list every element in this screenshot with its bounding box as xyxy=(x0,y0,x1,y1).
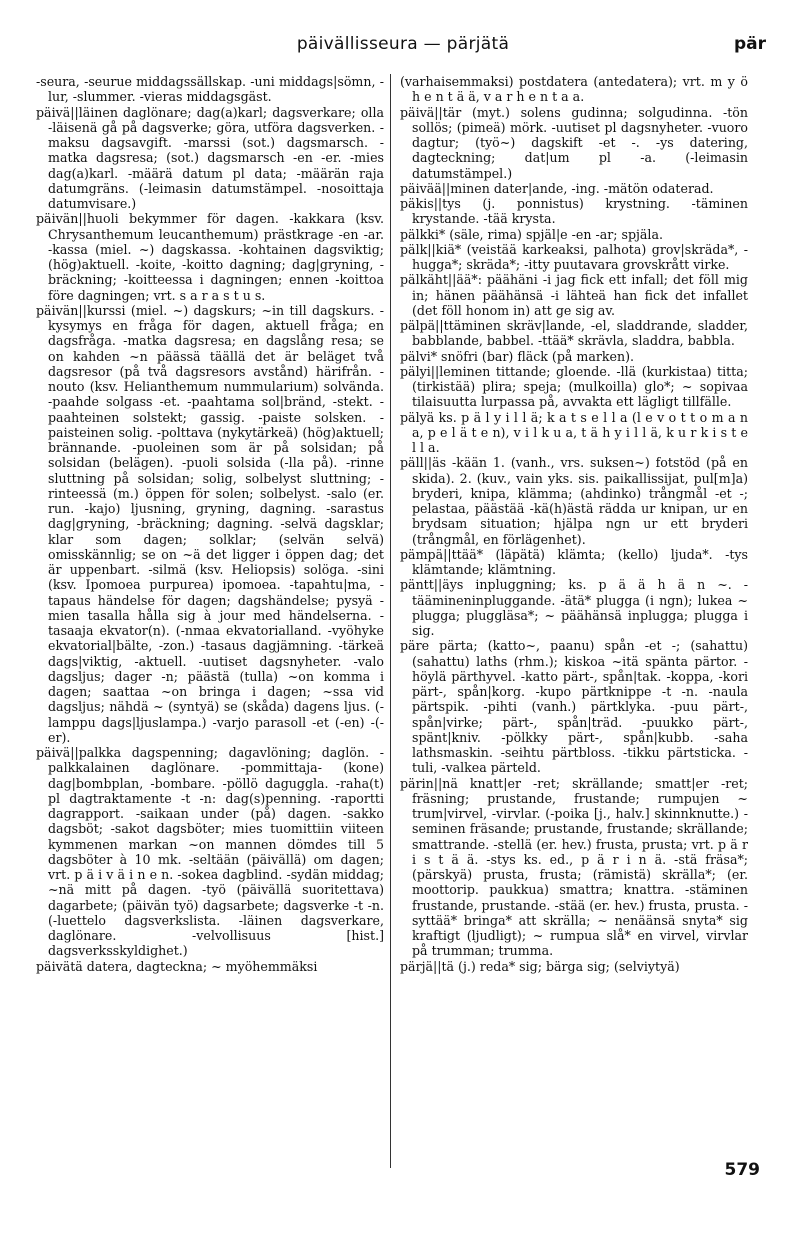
dictionary-entry: päll||äs -kään 1. (vanh., vrs. suksen~) fotstöd (på en skida). 2. (kuv., vain yks. sis. paikallissijat, pul[m]a) bryderi, knipa, klämma; (ahdinko) trångmål -et -; pelastaa, päästää -kä(h)ästä rädda ur knipan, ur en brydsam situation; hjälpa ngn ur ett bryderi (trångmål, en förlägenhet). xyxy=(400,455,748,547)
right-column xyxy=(400,74,748,1184)
dictionary-entry: pälk||kiä* (veistää karkeaksi, palhota) grov|skräda*, -hugga*; skräda*; -itty puutavara grovskrått virke. xyxy=(400,241,748,272)
dictionary-entry: päivätä datera, dagteckna; ~ myöhemmäksi xyxy=(36,958,318,974)
dictionary-entry: päre pärta; (katto~, paanu) spån -et -; (sahattu) (sahattu) laths (rhm.); kiskoa ~itä spänta pärtor. -höylä pärthyvel. -katto pärt-, spån|tak. -koppa, -kori pärt-, spån|korg. -kupo pärtknippe -t -n. -naula pärtspik. -pihti (vanh.) pärtklyka. -puu pärt-, spån|virke; pärt-, spån|träd. -puukko pärt-, spänt|kniv. -pölkky pärt-, spån|kubb. -saha lathsmaskin. -seihtu pärtbloss. -tikku pärtsticka. -tuli, -valkea pärteld. xyxy=(400,638,748,776)
dictionary-entry: päivän||huoli bekymmer för dagen. -kakkara (ksv. Chrysanthemum leucanthemum) prästkrage -en -ar. -kassa (miel. ~) dagskassa. -kohtainen dagsviktig; (hög)aktuell. -koite, -koitto dagning; dag|gryning, -bräckning; -koitteessa i dagningen; ennen -koittoa före dagningen; vrt. s a r a s t u s. xyxy=(36,211,384,303)
dictionary-entry: pälkäht||ää*: päähäni -i jag fick ett infall; det föll mig in; hänen päähänsä -i lähteä han fick det infallet (det föll honom in) att ge sig av. xyxy=(400,272,748,318)
page-header xyxy=(40,34,766,60)
guide-words: päivällisseura — pärjätä xyxy=(296,34,510,54)
dictionary-entry: päivä||palkka dagspenning; dagavlöning; daglön. -palkkalainen daglönare. -pommittaja- (kone) dag|bombplan, -bombare. -pöllö daguggla. -raha(t) pl dagtraktamente -t -n: dag(s)penning. -raportti dagrapport. -saikaan under (på) dagen. -sakko dagsböt; -sakot dagsböter; mies tuomittiin viiteen kymmenen markan ~on mannen dömdes till 5 dagsböter à 10 mk. -seltään (päivällä) om dagen; vrt. p ä i v ä i n e n. -sokea dagblind. -sydän middag; ~nä mitt på dagen. -työ (päivällä suoritettava) dagarbete; (päivän työ) dagsarbete; dagsverke -t -n. (-luettelo dagsverkslista. -läinen dagsverkare, daglönare. -velvollisuus [hist.] dagsverksskyldighet.) xyxy=(36,745,384,959)
dictionary-entry: päivä||läinen daglönare; dag(a)karl; dagsverkare; olla -läisenä gå på dagsverke; göra, utföra dagsverken. -maksu dagsavgift. -marssi (sot.) dagsmarsch. -matka dagsresa; (sot.) dagsmarsch -en -er. -mies dag(a)karl. -määrä datum pl data; -määrän raja datumgräns. (-leimasin datumstämpel. -nosoittaja datumvisare.) xyxy=(36,104,384,211)
left-column xyxy=(36,74,384,1184)
dictionary-entry: pälkki* (säle, rima) spjäl|e -en -ar; spjäla. xyxy=(400,226,663,242)
column-divider xyxy=(390,74,391,1168)
running-head-word: pär xyxy=(733,34,766,54)
dictionary-entry: päivää||minen dater|ande, -ing. -mätön odaterad. xyxy=(400,180,714,196)
dictionary-entry: päivän||kurssi (miel. ~) dagskurs; ~in till dagskurs. -kysymys en fråga för dagen, aktuell fråga; en dagsfråga. -matka dagsresa; en dagslång resa; se on kahden ~n päässä täällä det är beläget två dagsresor (på två dagsresors avstånd) härifrån. -nouto (ksv. Helianthemum nummularium) solvända. -paahde solgass -et. -paahtama sol|bränd, -stekt. -paahteinen solstekt; gassig. -paiste solsken. -paisteinen solig. -polttava (nykytärkeä) (hög)aktuell; brännande. -puoleinen som är på solsidan; på solsidan (belägen). -puoli solsida (-lla på). -rinne sluttning på solsidan; solig, solbelyst sluttning; -rinteessä (m.) öppen för solen; solbelyst. -salo (er. run. -kajo) ljusning, gryning, dagning. -sarastus dag|gryning, -bräckning; dagning. -selvä dagsklar; klar som dagen; solklar; (selvän selvä) omisskännlig; se on ~ä det ligger i öppen dag; det är uppenbart. -silmä (ksv. Heliopsis) solöga. -sini (ksv. Ipomoea purpurea) ipomoea. -tapahtu|ma, -tapaus händelse för dagen; dagshändelse; pysyä -mien tasalla hålla sig à jour med händelserna. -tasaaja ekvator(n). (-nmaa ekvatorialland. -vyöhyke ekvatorial|bälte, -zon.) -tasaus dagjämning. -tärkeä dags|viktig, -aktuell. -uutiset dagsnyheter. -valo dagsljus; dager -n; päästä (tulla) ~on komma i dagen; saattaa ~on bringa i dagen; ~ssa vid dagsljus; nähdä ~ (syntyä) se (skåda) dagens ljus. (-lamppu dags|ljuslampa.) -varjo parasoll -et (-en) -(-er). xyxy=(36,302,384,745)
dictionary-entry: (varhaisemmaksi) postdatera (antedatera); vrt. m y ö h e n t ä ä, v a r h e n t a a. xyxy=(400,74,748,105)
dictionary-entry: pälvi* snöfri (bar) fläck (på marken). xyxy=(400,348,634,364)
page-number: 579 xyxy=(724,1160,760,1180)
dictionary-entry: pälyä ks. p ä l y i l l ä; k a t s e l l a (l e v o t t o m a n a, p e l ä t e n), v i l k u a, t ä h y i l l ä, k u r k i s t e l l a. xyxy=(400,409,748,455)
dictionary-entry: pälpä||ttäminen skräv|lande, -el, sladdrande, sladder, babblande, babbel. -ttää* skrävla, sladdra, babbla. xyxy=(400,318,748,349)
dictionary-entry: päntt||äys inpluggning; ks. p ä ä h ä n ~. -täämineninpluggande. -ätä* plugga (i ngn); lukea ~ plugga; pluggläsa*; ~ päähänsä inplugga; plugga i sig. xyxy=(400,577,748,638)
dictionary-entry: pärin||nä knatt|er -ret; skrällande; smatt|er -ret; fräsning; prustande, frustande; rumpujen ~ trum|virvel, -virvlar. (-poika [j., halv.] skinnknutte.) -seminen fräsande; prustande, frustande; skrällande; smattrande. -stellä (er. hev.) frusta, prusta; vrt. p ä r i s t ä ä. -stys ks. ed., p ä r i n ä. -stä fräsa*; (pärskyä) prusta, frusta; (rämistä) skrälla*; (er. moottorip. paukkua) smattra; knattra. -stäminen frustande, prustande. -stää (er. hev.) frusta, prusta. -syttää* bringa* att skrälla; ~ nenäänsä snyta* sig kraftigt (ljudligt); ~ rumpua slå* en virvel, virvlar på trumman; trumma. xyxy=(400,775,748,959)
dictionary-entry: pälyi||leminen tittande; gloende. -llä (kurkistaa) titta; (tirkistää) plira; speja; (mulkoilla) glo*; ~ sopivaa tilaisuutta lurpassa på, avvakta ett lägligt tillfälle. xyxy=(400,363,748,410)
dictionary-entry: -seura, -seurue middagssällskap. -uni middags|sömn, -lur, -slummer. -vieras middagsgäst. xyxy=(36,74,384,105)
dictionary-entry: päkis||tys (j. ponnistus) krystning. -täminen krystande. -tää krysta. xyxy=(400,196,748,227)
dictionary-entry: pämpä||ttää* (läpätä) klämta; (kello) ljuda*. -tys klämtande; klämtning. xyxy=(400,546,748,577)
dictionary-entry: pärjä||tä (j.) reda* sig; bärga sig; (selviytyä) xyxy=(400,958,680,974)
dictionary-entry: päivä||tär (myt.) solens gudinna; solgudinna. -tön sollös; (pimeä) mörk. -uutiset pl dagsnyheter. -vuoro dagtur; (työ~) dagskift -et -. -ys datering, dagteckning; dat|um pl -a. (-leimasin datumstämpel.) xyxy=(400,104,748,181)
